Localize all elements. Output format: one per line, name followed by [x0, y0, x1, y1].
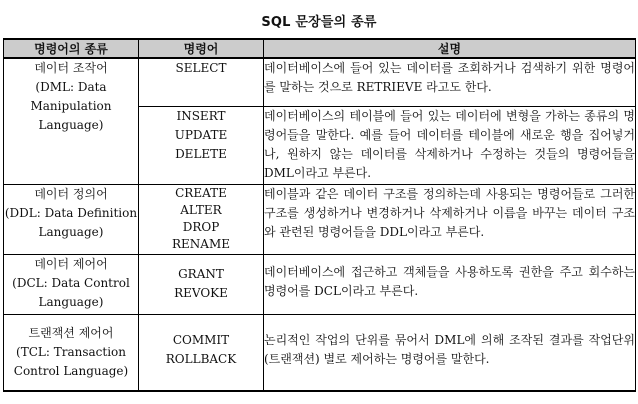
command-name: COMMIT: [172, 332, 230, 347]
header-description: 설명: [264, 39, 636, 58]
description-cell: [264, 184, 636, 254]
table-row: [4, 314, 636, 391]
description-cell: [264, 58, 636, 106]
command-name: GRANT: [178, 266, 224, 281]
category-cell-ddl: [4, 184, 139, 254]
category-cell-dml: [4, 58, 139, 184]
category-name: 데이터 제어어: [34, 256, 108, 271]
command-name: ALTER: [180, 202, 222, 217]
table-header-row: [4, 39, 636, 58]
category-abbr: Language): [38, 294, 104, 309]
header-command: 명령어: [139, 39, 264, 58]
command-name: UPDATE: [174, 127, 228, 142]
category-abbr: (TCL: Transaction: [16, 344, 126, 359]
category-abbr: (DCL: Data Control: [12, 275, 130, 290]
category-name: 데이터 조작어: [34, 61, 108, 75]
command-cell: [139, 106, 264, 184]
category-abbr: Control Language): [13, 363, 129, 378]
category-abbr: (DDL: Data Definition: [4, 205, 138, 220]
command-cell: [139, 58, 264, 106]
command-name: REVOKE: [174, 285, 228, 300]
command-name: ROLLBACK: [165, 351, 237, 366]
command-name: CREATE: [175, 185, 227, 200]
category-name: 데이터 정의어: [34, 186, 108, 201]
category-abbr: Language): [38, 224, 104, 239]
description-cell: [264, 314, 636, 391]
page-title: SQL 문장들의 종류: [261, 15, 377, 30]
description-cell: [264, 254, 636, 314]
table-row: [4, 184, 636, 254]
command-cell: [139, 254, 264, 314]
category-abbr: (DML: Data: [35, 80, 107, 94]
category-cell-tcl: [4, 314, 139, 391]
command-cell: [139, 184, 264, 254]
description-cell: [264, 106, 636, 184]
command-name: DELETE: [175, 146, 227, 161]
category-abbr: Manipulation: [30, 99, 112, 113]
description-text: 테이블과 같은 데이터 구조를 정의하는데 사용되는 명령어들로 그러한 구조를 생성하거나 변경하거나 삭제하거나 이름을 바꾸는 데이터 구조와 관련된 명령어들을 DDL이라고 부른다.: [264, 186, 635, 239]
description-text: 데이터베이스의 테이블에 들어 있는 데이터에 변형을 가하는 종류의 명령어들을 말한다. 예를 들어 데이터를 테이블에 새로운 행을 집어넣거나, 원하지 않는 데이터를 삭제하거나 수정하는 것들의 명령어들을 DML이라고 부른다.: [264, 108, 635, 180]
sql-statement-types-table: [3, 38, 636, 392]
table-row: [4, 58, 636, 106]
command-name: INSERT: [176, 108, 226, 123]
command-name: RENAME: [171, 236, 230, 251]
category-name: 트랜잭션 제어어: [28, 325, 114, 340]
table-row: [4, 254, 636, 314]
description-text: 논리적인 작업의 단위를 묶어서 DML에 의해 조작된 결과를 작업단위(트랜잭션) 별로 제어하는 명령어를 말한다.: [264, 332, 635, 366]
command-cell: [139, 314, 264, 391]
header-category: 명령어의 종류: [4, 39, 139, 58]
description-text: 데이터베이스에 들어 있는 데이터를 조회하거나 검색하기 위한 명령어를 말하는 것으로 RETRIEVE 라고도 한다.: [264, 61, 635, 94]
command-name: SELECT: [175, 61, 227, 75]
category-cell-dcl: [4, 254, 139, 314]
command-name: DROP: [182, 219, 220, 234]
category-abbr: Language): [38, 118, 104, 132]
description-text: 데이터베이스에 접근하고 객체들을 사용하도록 권한을 주고 회수하는 명령어를 DCL이라고 부른다.: [264, 264, 635, 298]
